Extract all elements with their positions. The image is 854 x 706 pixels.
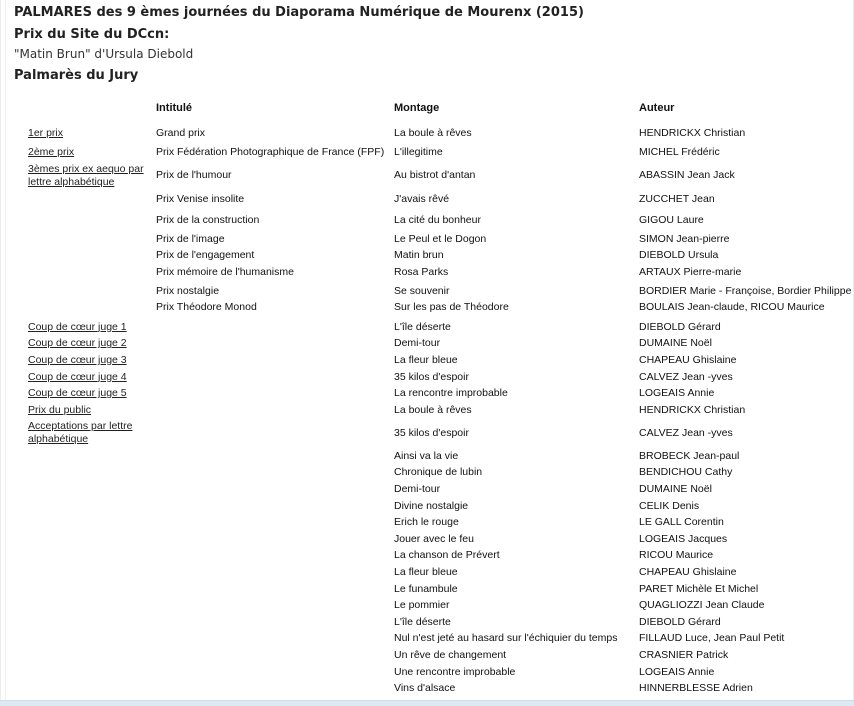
montage-cell: La rencontre improbable	[394, 387, 508, 400]
page-title: PALMARES des 9 èmes journées du Diaporama Numérique de Mourenx (2015)	[14, 5, 584, 20]
table-row	[14, 481, 851, 498]
prize-link-cell	[14, 229, 156, 248]
prize-link[interactable]: Coup de cœur juge 5	[28, 387, 127, 400]
intitule-cell	[156, 369, 394, 386]
table-row	[14, 281, 851, 300]
table-row	[14, 336, 851, 353]
prize-link-cell	[14, 465, 156, 482]
montage-cell: Ainsi va la vie	[394, 449, 459, 462]
prize-link-cell	[14, 402, 156, 419]
table-row	[14, 352, 851, 369]
prize-link-cell	[14, 581, 156, 598]
prize-link-cell	[14, 564, 156, 581]
prize-link[interactable]: 2ème prix	[28, 146, 75, 159]
prize-link-cell	[14, 631, 156, 648]
table-row	[14, 161, 851, 191]
montage-cell: Vins d'alsace	[394, 682, 456, 695]
auteur-cell: CALVEZ Jean -yves	[639, 370, 733, 383]
intitule-cell	[156, 448, 394, 465]
intitule-cell	[156, 498, 394, 515]
auteur-cell: PARET Michèle Et Michel	[639, 582, 759, 595]
montage-cell: Divine nostalgie	[394, 499, 469, 512]
auteur-cell: BORDIER Marie - Françoise, Bordier Philippe	[639, 284, 852, 297]
prize-link[interactable]: Acceptations par lettre alphabétique	[28, 420, 133, 446]
intitule-cell: Prix mémoire de l'humanisme	[156, 265, 294, 278]
prize-link-cell	[14, 142, 156, 162]
auteur-cell: BROBECK Jean-paul	[639, 449, 740, 462]
montage-cell: 35 kilos d'espoir	[394, 370, 469, 383]
auteur-cell: DUMAINE Noël	[639, 337, 712, 350]
table-row	[14, 448, 851, 465]
intitule-cell: Prix nostalgie	[156, 284, 220, 297]
intitule-cell	[156, 564, 394, 581]
table-row	[14, 299, 851, 316]
intitule-cell	[156, 465, 394, 482]
prize-link-cell	[14, 680, 156, 697]
montage-cell: Un rêve de changement	[394, 649, 507, 662]
column-header-intitule: Intitulé	[156, 102, 193, 114]
table-row	[14, 229, 851, 248]
auteur-cell: ZUCCHET Jean	[639, 192, 715, 205]
montage-cell: Jouer avec le feu	[394, 532, 474, 545]
intitule-cell: Prix de l'engagement	[156, 249, 255, 262]
prize-link-cell	[14, 385, 156, 402]
prize-link-cell	[14, 448, 156, 465]
intitule-cell: Prix Théodore Monod	[156, 301, 257, 314]
auteur-cell: HINNERBLESSE Adrien	[639, 682, 753, 695]
intitule-cell	[156, 419, 394, 449]
montage-cell: Le Peul et le Dogon	[394, 232, 487, 245]
intitule-cell: Prix de l'humour	[156, 169, 232, 182]
montage-cell: La cité du bonheur	[394, 214, 481, 227]
table-row	[14, 207, 851, 229]
table-row	[14, 248, 851, 265]
intitule-cell: Grand prix	[156, 126, 206, 139]
intitule-cell	[156, 597, 394, 614]
prize-link-cell	[14, 248, 156, 265]
montage-cell: Se souvenir	[394, 284, 450, 297]
auteur-cell: RICOU Maurice	[639, 549, 714, 562]
prize-link-cell	[14, 352, 156, 369]
intitule-cell	[156, 481, 394, 498]
prize-link-cell	[14, 481, 156, 498]
table-row	[14, 419, 851, 449]
prize-link-cell	[14, 548, 156, 565]
table-row	[14, 614, 851, 631]
montage-cell: Matin brun	[394, 249, 444, 262]
column-header-links	[14, 102, 156, 125]
montage-cell: La boule à rêves	[394, 126, 472, 139]
auteur-cell: DIEBOLD Ursula	[639, 249, 719, 262]
prize-link-cell	[14, 191, 156, 208]
table-row	[14, 680, 851, 697]
montage-cell: La fleur bleue	[394, 566, 458, 579]
auteur-cell: ARTAUX Pierre-marie	[639, 265, 742, 278]
table-row	[14, 385, 851, 402]
column-header-auteur: Auteur	[639, 102, 675, 114]
table-row	[14, 191, 851, 208]
intitule-cell	[156, 352, 394, 369]
montage-cell: 35 kilos d'espoir	[394, 426, 469, 439]
prize-link-cell	[14, 614, 156, 631]
intitule-cell: Prix de la construction	[156, 214, 260, 227]
prize-link-cell	[14, 125, 156, 142]
prize-link[interactable]: Coup de cœur juge 1	[28, 320, 127, 333]
intitule-cell: Prix Fédération Photographique de France (FPF)	[156, 146, 385, 159]
montage-cell: La boule à rêves	[394, 403, 472, 416]
table-row	[14, 514, 851, 531]
intitule-cell	[156, 647, 394, 664]
prize-link-cell	[14, 264, 156, 281]
prize-link[interactable]: Coup de cœur juge 2	[28, 337, 127, 350]
auteur-cell: MICHEL Frédéric	[639, 146, 720, 159]
auteur-cell: CHAPEAU Ghislaine	[639, 566, 737, 579]
site-prize-winner: "Matin Brun" d'Ursula Diebold	[14, 47, 194, 61]
table-row	[14, 316, 851, 336]
prize-link-cell	[14, 316, 156, 336]
table-row	[14, 498, 851, 515]
montage-cell: La fleur bleue	[394, 353, 458, 366]
intitule-cell	[156, 581, 394, 598]
prize-link-cell	[14, 597, 156, 614]
montage-cell: Demi-tour	[394, 337, 441, 350]
montage-cell: Demi-tour	[394, 483, 441, 496]
table-row	[14, 264, 851, 281]
table-row	[14, 369, 851, 386]
column-header-montage: Montage	[394, 102, 440, 114]
jury-section-title: Palmarès du Jury	[14, 68, 139, 83]
prize-link-cell	[14, 531, 156, 548]
prize-link-cell	[14, 498, 156, 515]
montage-cell: Le funambule	[394, 582, 458, 595]
intitule-cell	[156, 664, 394, 681]
intitule-cell: Prix Venise insolite	[156, 192, 245, 205]
prize-link-cell	[14, 207, 156, 229]
prize-link-cell	[14, 336, 156, 353]
table-row	[14, 142, 851, 162]
table-header-row	[14, 102, 851, 125]
auteur-cell: HENDRICKX Christian	[639, 403, 746, 416]
montage-cell: Rosa Parks	[394, 265, 449, 278]
auteur-cell: DIEBOLD Gérard	[639, 320, 721, 333]
intitule-cell	[156, 336, 394, 353]
table-row	[14, 548, 851, 565]
intitule-cell	[156, 514, 394, 531]
montage-cell: J'avais rêvé	[394, 192, 450, 205]
bottom-edge-strip	[0, 700, 854, 706]
prize-link-cell	[14, 647, 156, 664]
table-row	[14, 402, 851, 419]
auteur-cell: CELIK Denis	[639, 499, 700, 512]
left-gutter-line	[5, 0, 6, 700]
prize-link-cell	[14, 514, 156, 531]
montage-cell: La chanson de Prévert	[394, 549, 500, 562]
table-row	[14, 564, 851, 581]
montage-cell: Une rencontre improbable	[394, 665, 516, 678]
auteur-cell: HENDRICKX Christian	[639, 126, 746, 139]
prize-link[interactable]: Prix du public	[28, 403, 92, 416]
prize-link-cell	[14, 664, 156, 681]
montage-cell: Sur les pas de Théodore	[394, 301, 509, 314]
intitule-cell	[156, 680, 394, 697]
montage-cell: L'île déserte	[394, 615, 451, 628]
table-row	[14, 647, 851, 664]
auteur-cell: GIGOU Laure	[639, 214, 704, 227]
intitule-cell	[156, 316, 394, 336]
palmares-table	[14, 102, 851, 697]
auteur-cell: LOGEAIS Annie	[639, 387, 715, 400]
auteur-cell: FILLAUD Luce, Jean Paul Petit	[639, 632, 785, 645]
auteur-cell: LOGEAIS Jacques	[639, 532, 728, 545]
intitule-cell	[156, 631, 394, 648]
auteur-cell: BENDICHOU Cathy	[639, 466, 733, 479]
montage-cell: Nul n'est jeté au hasard sur l'échiquier du temps	[394, 632, 618, 645]
auteur-cell: SIMON Jean-pierre	[639, 232, 730, 245]
prize-link[interactable]: 3èmes prix ex aequo par lettre alphabétique	[28, 162, 144, 188]
auteur-cell: ABASSIN Jean Jack	[639, 169, 735, 182]
prize-link-cell	[14, 161, 156, 191]
montage-cell: Erich le rouge	[394, 516, 459, 529]
montage-cell: Au bistrot d'antan	[394, 169, 476, 182]
auteur-cell: DUMAINE Noël	[639, 483, 712, 496]
auteur-cell: LOGEAIS Annie	[639, 665, 715, 678]
montage-cell: Le pommier	[394, 599, 450, 612]
table-row	[14, 125, 851, 142]
montage-cell: L'île déserte	[394, 320, 451, 333]
auteur-cell: LE GALL Corentin	[639, 516, 724, 529]
prize-link[interactable]: Coup de cœur juge 3	[28, 353, 127, 366]
intitule-cell	[156, 548, 394, 565]
intitule-cell	[156, 614, 394, 631]
intitule-cell	[156, 385, 394, 402]
intitule-cell	[156, 402, 394, 419]
montage-cell: L'illegitime	[394, 146, 443, 159]
intitule-cell: Prix de l'image	[156, 232, 225, 245]
table-row	[14, 631, 851, 648]
table-row	[14, 531, 851, 548]
table-row	[14, 664, 851, 681]
table-row	[14, 597, 851, 614]
auteur-cell: DIEBOLD Gérard	[639, 615, 721, 628]
auteur-cell: CALVEZ Jean -yves	[639, 426, 733, 439]
auteur-cell: CHAPEAU Ghislaine	[639, 353, 737, 366]
intitule-cell	[156, 531, 394, 548]
prize-link-cell	[14, 281, 156, 300]
prize-link-cell	[14, 369, 156, 386]
prize-link[interactable]: 1er prix	[28, 126, 64, 139]
table-row	[14, 581, 851, 598]
prize-link-cell	[14, 419, 156, 449]
auteur-cell: CRASNIER Patrick	[639, 649, 729, 662]
prize-link-cell	[14, 299, 156, 316]
site-prize-label: Prix du Site du DCcn:	[14, 27, 170, 42]
table-row	[14, 465, 851, 482]
montage-cell: Chronique de lubin	[394, 466, 483, 479]
auteur-cell: BOULAIS Jean-claude, RICOU Maurice	[639, 301, 825, 314]
prize-link[interactable]: Coup de cœur juge 4	[28, 370, 127, 383]
auteur-cell: QUAGLIOZZI Jean Claude	[639, 599, 765, 612]
